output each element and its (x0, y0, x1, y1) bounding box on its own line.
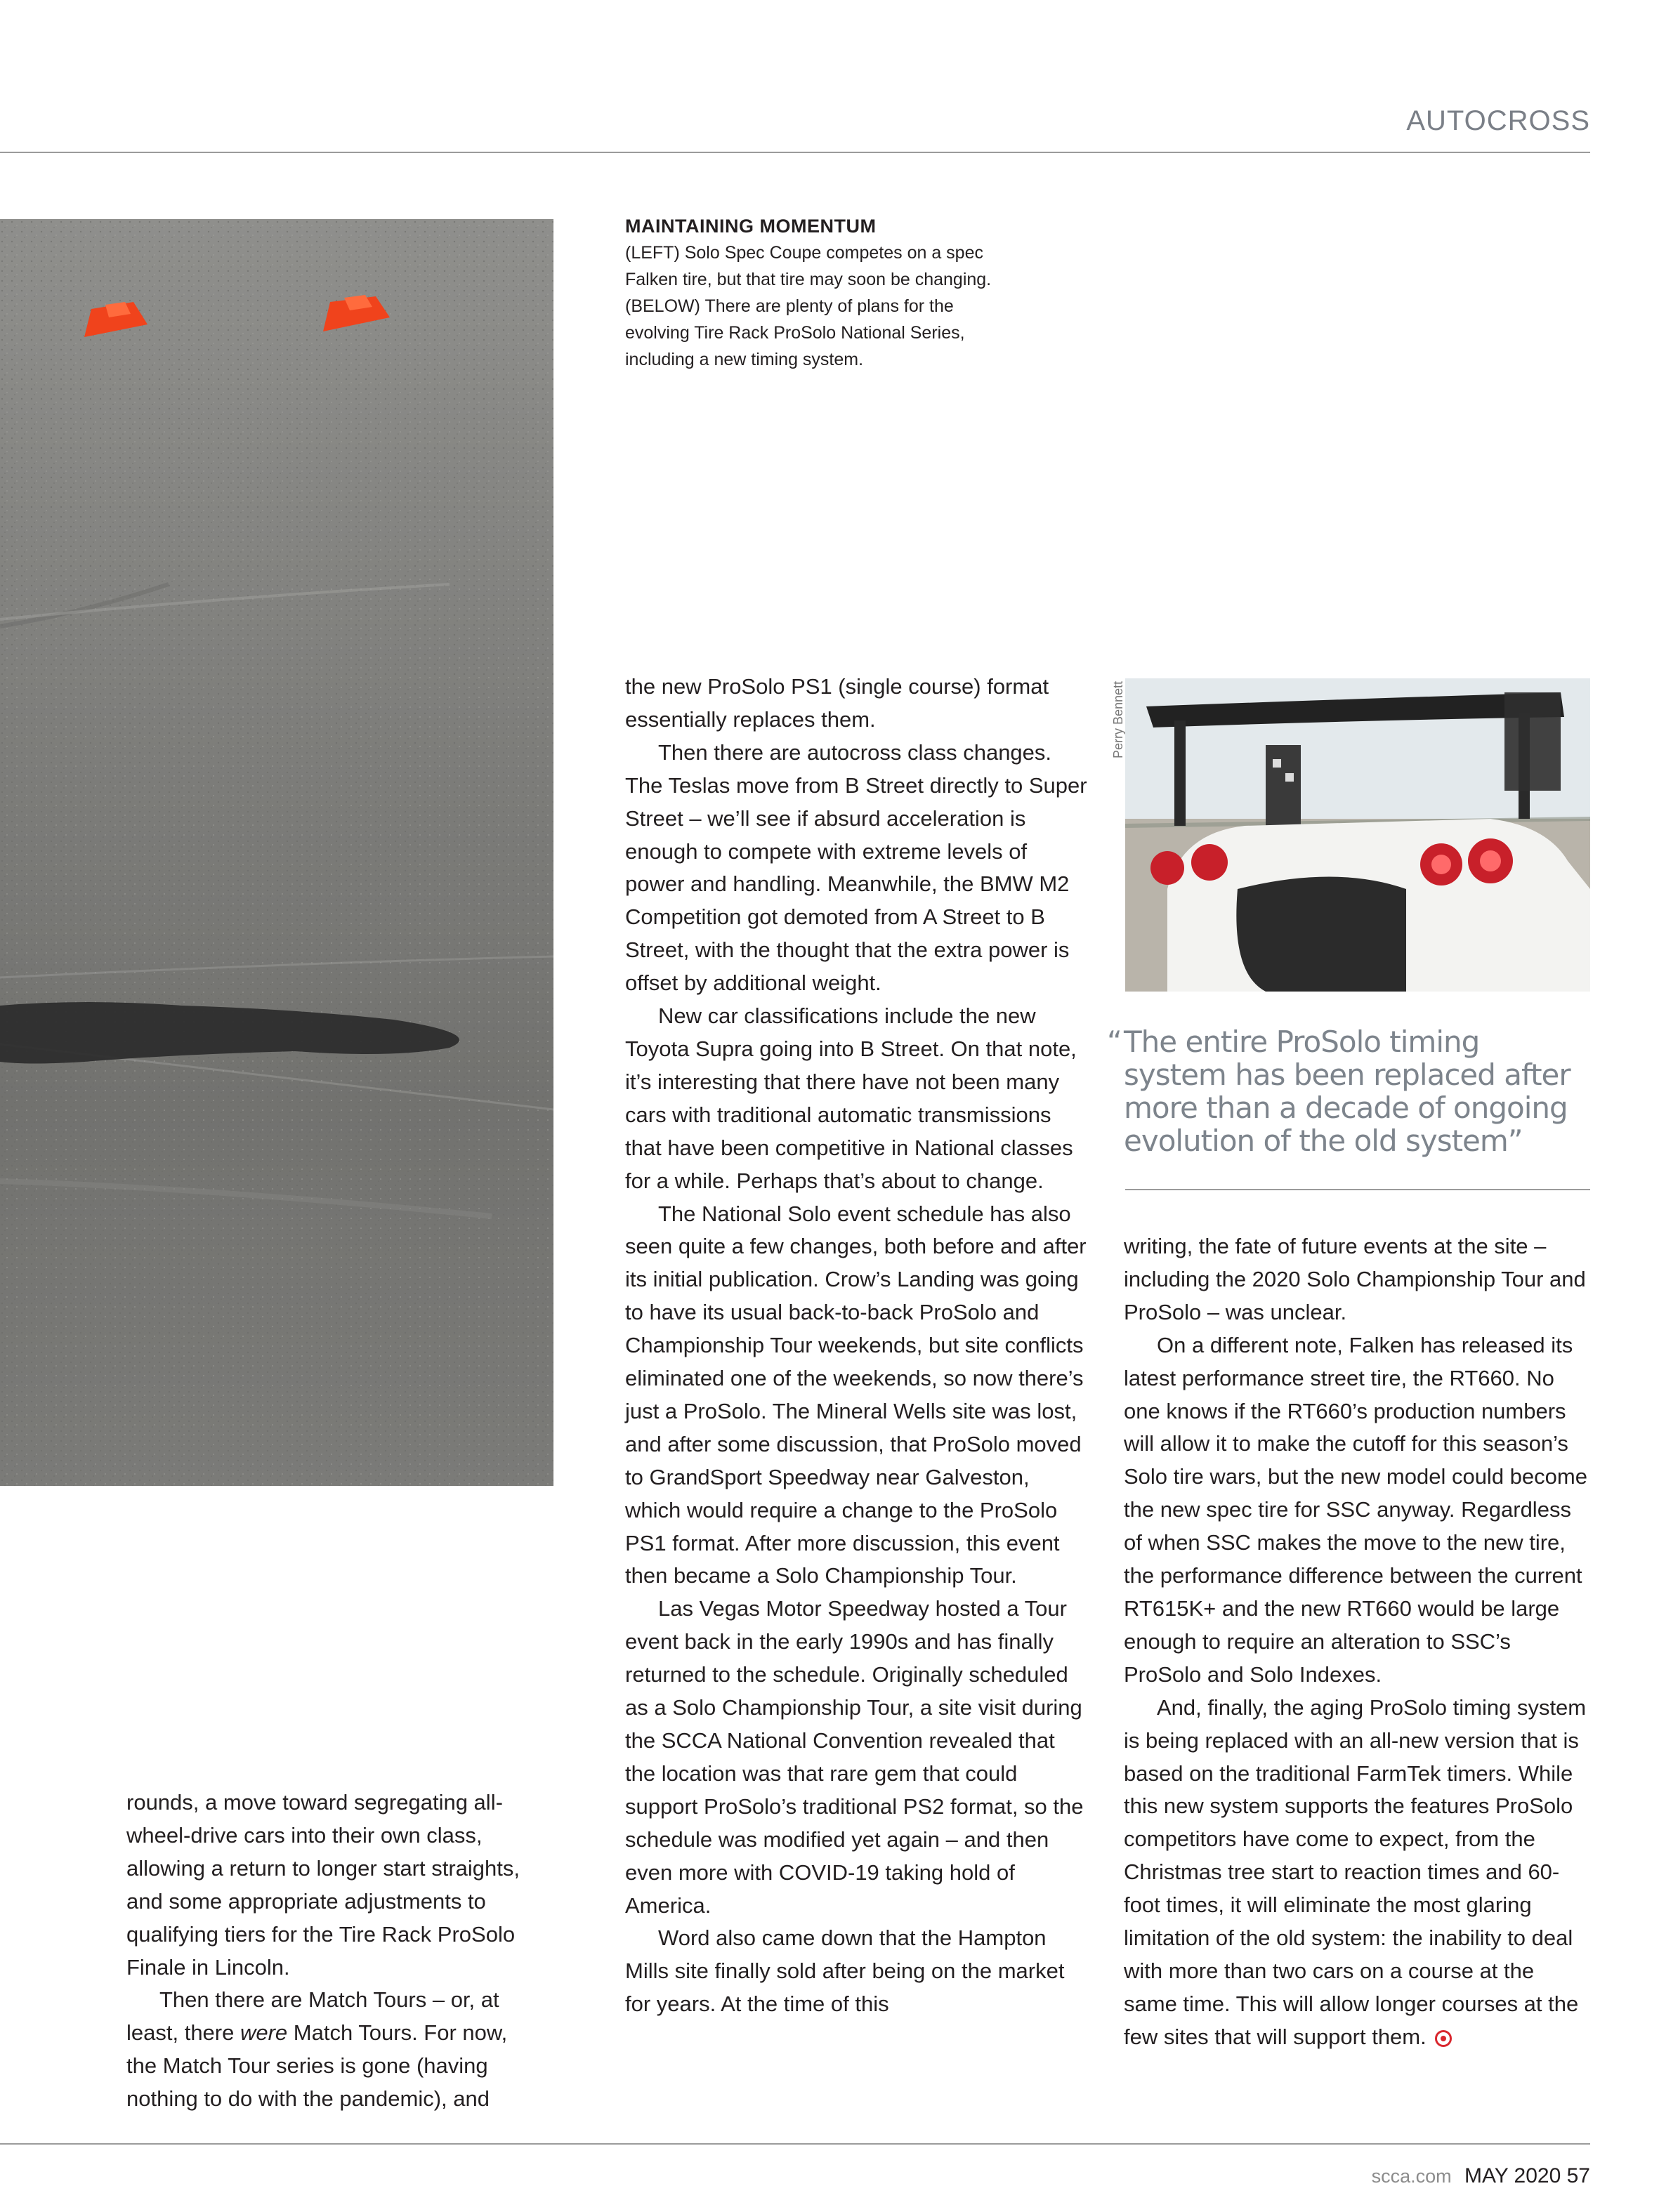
paragraph: Word also came down that the Hampton Mills site finally sold after being on the market for years. At the time of this (625, 1925, 1065, 2017)
paragraph: And, finally, the aging ProSolo timing system is being replaced with an all-new version that is based on the traditional FarmTek timers. While this new system supports the features ProSolo competitors have come to expect, from the Christmas tree start to reaction times and 60-foot times, it will eliminate the most glaring limitation of the old system: the inability to deal with more than two cars on a course at the same time. This will allow longer courses at the few sites that will support them. (1124, 1694, 1587, 2049)
photo-caption (625, 213, 1018, 373)
photo-credit: Perry Bennett (1111, 680, 1125, 758)
asphalt-photo (0, 219, 553, 1486)
paragraph: On a different note, Falken has released its latest performance street tire, the RT660. No one knows if the RT660’s production numbers will allow it to make the cutoff for this season’s Solo tire wars, but the new model could become the new spec tire for SSC anyway. Regardless of when SSC makes the move to the new tire, the performance difference between the current RT615K+ and the new RT660 would be large enough to require an alteration to SSC’s ProSolo and Solo Indexes. (1124, 1332, 1587, 1687)
paragraph: Las Vegas Motor Speedway hosted a Tour event back in the early 1990s and has finally returned to the schedule. Originally scheduled as a Solo Championship Tour, a site visit during the SCCA National Convention revealed that the location was that rare gem that could support ProSolo’s traditional PS2 format, so the schedule was modified yet again – and then even more with COVID-19 taking hold of America. (625, 1596, 1084, 1918)
article-column-1 (126, 1786, 541, 2116)
article-column-2 (625, 671, 1089, 2021)
pull-quote (1107, 1025, 1571, 1157)
page-number: 57 (1566, 2164, 1590, 2187)
paragraph: rounds, a move toward segregating all-wheel-drive cars into their own class, allowing a return to longer start straights, and some appropriate adjustments to qualifying tiers for the Tire Rack ProSolo Finale in Lincoln. (126, 1790, 520, 1980)
footer-site: scca.com (1371, 2166, 1452, 2187)
header-divider (0, 152, 1590, 153)
paragraph: Then there are Match Tours – or, at least, there were Match Tours. For now, the Match Tour series is gone (having nothing to do with the pandemic), and (126, 1987, 508, 2112)
car-photo (1125, 678, 1590, 992)
paragraph: writing, the fate of future events at the site – including the 2020 Solo Championship Tour and ProSolo – was unclear. (1124, 1234, 1586, 1324)
page-footer (1372, 2164, 1590, 2188)
quote-mark: “ (1107, 1025, 1122, 1059)
section-label: AUTOCROSS (1406, 105, 1590, 136)
footer-issue: MAY 2020 (1464, 2164, 1561, 2187)
end-of-article-icon (1435, 2030, 1452, 2047)
caption-body: (LEFT) Solo Spec Coupe competes on a spec Falken tire, but that tire may soon be changing. (BELOW) There are plenty of plans for the evolving Tire Rack ProSolo National Series, including a new timing system. (625, 243, 992, 369)
paragraph: New car classifications include the new Toyota Supra going into B Street. On that note, it’s interesting that there have not been many cars with traditional automatic transmissions that have been competitive in National classes for a while. Perhaps that’s about to change. (625, 1003, 1077, 1193)
paragraph: The National Solo event schedule has also seen quite a few changes, both before and after its initial publication. Crow’s Landing was going to have its usual back-to-back ProSolo and Championship Tour weekends, but site conflicts eliminated one of the weekends, so now there’s just a ProSolo. The Mineral Wells site was lost, and after some discussion, that ProSolo moved to GrandSport Speedway near Galveston, which would require a change to the ProSolo PS1 format. After more discussion, this event then became a Solo Championship Tour. (625, 1201, 1087, 1588)
article-column-3 (1124, 1230, 1591, 2054)
pull-quote-text: The entire ProSolo timing system has been replaced after more than a decade of ongoing evolution of the old system” (1124, 1025, 1571, 1158)
paragraph: the new ProSolo PS1 (single course) format essentially replaces them. (625, 674, 1049, 732)
footer-divider (0, 2143, 1590, 2145)
caption-title: MAINTAINING MOMENTUM (625, 216, 877, 237)
pull-quote-divider (1125, 1189, 1590, 1190)
paragraph: Then there are autocross class changes. The Teslas move from B Street directly to Super Street – we’ll see if absurd acceleration is enough to compete with extreme levels of power and handling. Meanwhile, the BMW M2 Competition got demoted from A Street to B Street, with the thought that the extra power is offset by additional weight. (625, 739, 1087, 996)
